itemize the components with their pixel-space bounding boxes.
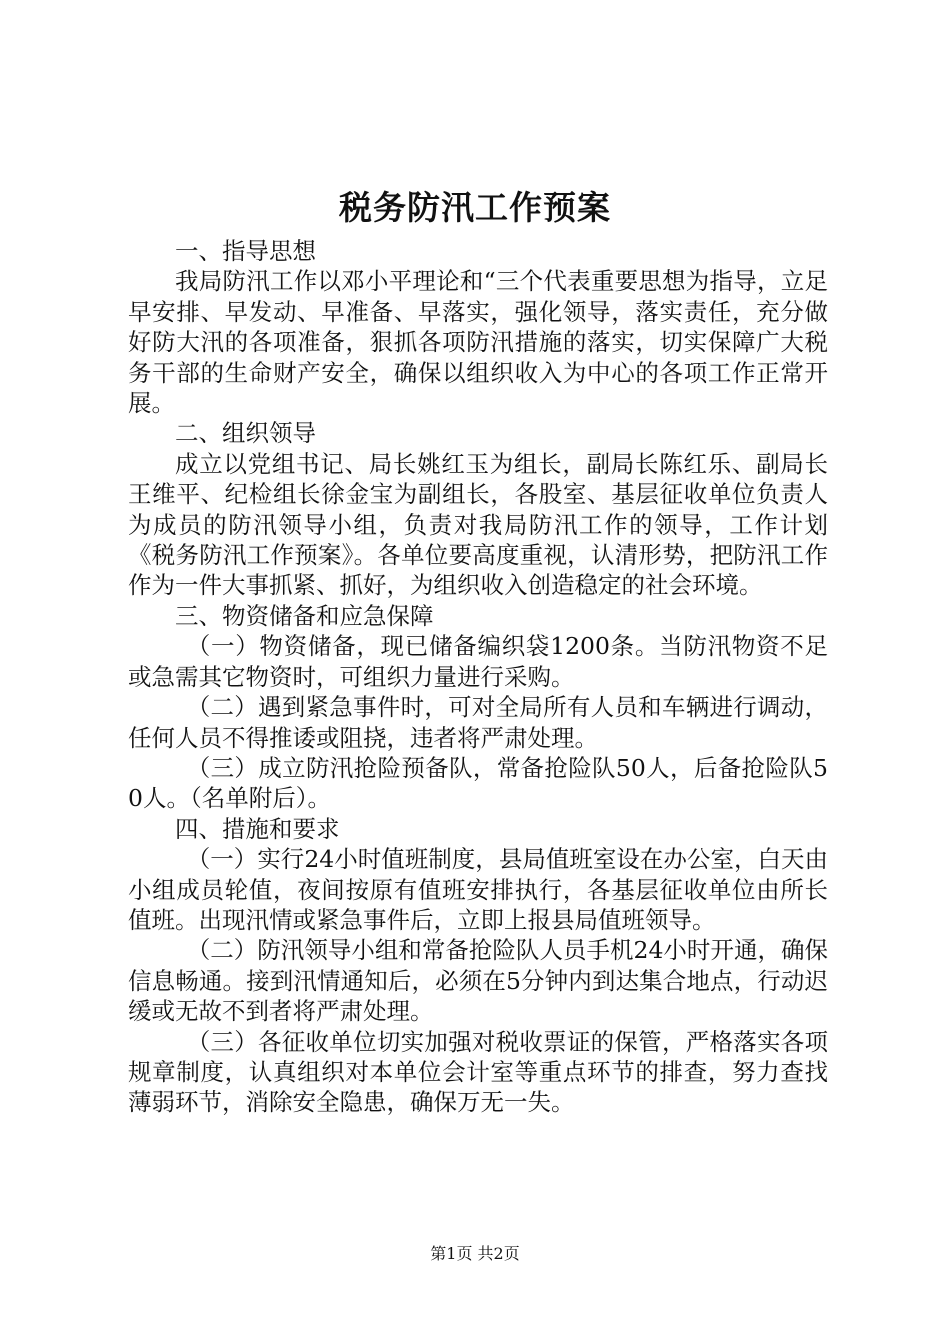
section-heading-guiding-ideology: 一、指导思想 [175,237,316,265]
document-body [128,236,828,1118]
paragraph-measures-3: （三）各征收单位切实加强对税收票证的保管，严格落实各项规章制度，认真组织对本单位会计室等重点环节的排查，努力查找薄弱环节，消除安全隐患，确保万无一失。 [128,1027,828,1117]
page-number-footer: 第1页 共2页 [430,1244,520,1263]
paragraph-measures-1: （一）实行24小时值班制度，县局值班室设在办公室，白天由小组成员轮值，夜间按原有值班安排执行，各基层征收单位由所长值班。出现汛情或紧急事件后，立即上报县局值班领导。 [128,845,828,934]
paragraph-organization: 成立以党组书记、局长姚红玉为组长，副局长陈红乐、副局长王维平、纪检组长徐金宝为副组长，各股室、基层征收单位负责人为成员的防汛领导小组，负责对我局防汛工作的领导，工作计划《税务防汛工作预案》。各单位要高度重视，认清形势，把防汛工作作为一件大事抓紧、抓好，为组织收入创造稳定的社会环境。 [128,449,828,600]
paragraph-guiding-ideology: 我局防汛工作以邓小平理论和“三个代表重要思想为指导，立足早安排、早发动、早准备、早落实，强化领导，落实责任，充分做好防大汛的各项准备，狠抓各项防汛措施的落实，切实保障广大税务干部的生命财产安全，确保以组织收入为中心的各项工作正常开展。 [128,267,828,418]
paragraph-measures-2: （二）防汛领导小组和常备抢险队人员手机24小时开通，确保信息畅通。接到汛情通知后，必须在5分钟内到达集合地点，行动迟缓或无故不到者将严肃处理。 [128,936,828,1026]
section-heading-measures: 四、措施和要求 [175,814,340,843]
document-title: 税务防汛工作预案 [339,188,611,227]
section-heading-supplies: 三、物资储备和应急保障 [175,601,434,630]
paragraph-supplies-3: （三）成立防汛抢险预备队，常备抢险队50人，后备抢险队50人。（名单附后）。 [128,753,828,813]
paragraph-supplies-1: （一）物资储备，现已储备编织袋1200条。当防汛物资不足或急需其它物资时，可组织力量进行采购。 [128,632,828,691]
paragraph-supplies-2: （二）遇到紧急事件时，可对全局所有人员和车辆进行调动，任何人员不得推诿或阻挠，违者将严肃处理。 [128,693,828,752]
section-heading-organization: 二、组织领导 [175,419,316,448]
